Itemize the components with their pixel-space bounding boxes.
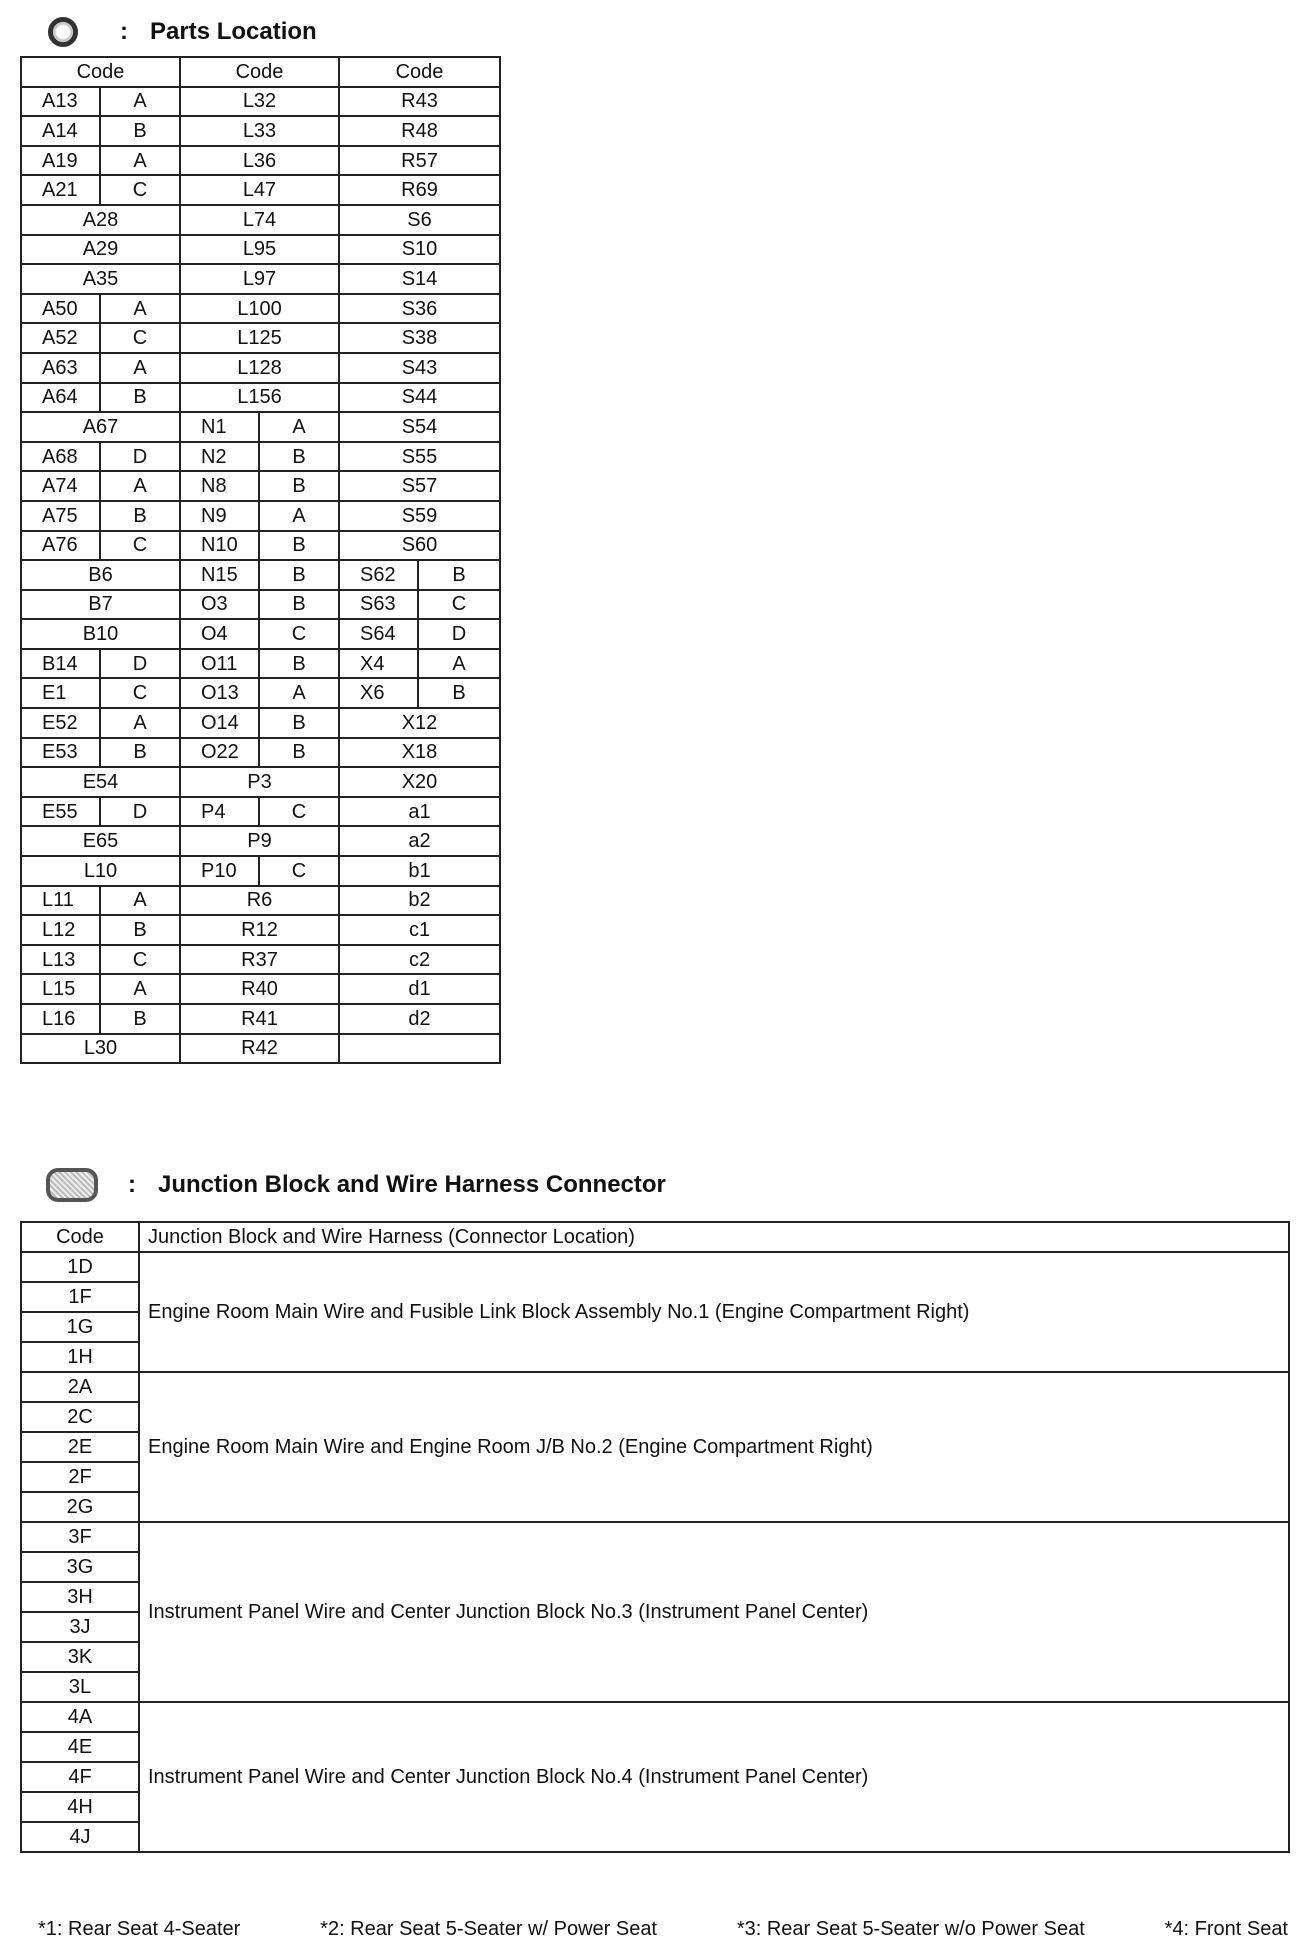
part-code: A76 [21,531,100,561]
table-row [21,146,500,176]
table-row [21,531,500,561]
part-code: E53 [21,738,100,768]
table-row [21,442,500,472]
connector-code: 4H [21,1792,139,1822]
part-code: E65 [21,826,180,856]
parts-location-heading [48,12,317,52]
column-header: Code [21,57,180,87]
part-code: L32 [180,87,339,117]
table-row [21,1004,500,1034]
part-code: A35 [21,264,180,294]
table-row [21,767,500,797]
parts-location-title: Parts Location [150,18,317,45]
part-code: S43 [339,353,500,383]
part-code: B6 [21,560,180,590]
part-code: S59 [339,501,500,531]
part-code: A75 [21,501,100,531]
table-row [21,412,500,442]
part-code: L36 [180,146,339,176]
part-code: L30 [21,1034,180,1064]
part-code: L12 [21,915,100,945]
connector-code: 1F [21,1282,139,1312]
connector-code: 2A [21,1372,139,1402]
part-code: X12 [339,708,500,738]
part-location-letter: C [418,590,500,620]
table-row [21,205,500,235]
part-location-letter: B [100,383,180,413]
table-row [21,294,500,324]
connector-code: 1D [21,1252,139,1282]
part-code: b2 [339,886,500,916]
table-header-row [21,1222,1289,1252]
part-code: P4 [180,797,259,827]
part-code: a2 [339,826,500,856]
part-location-letter: C [100,531,180,561]
connector-description: Engine Room Main Wire and Engine Room J/B No.2 (Engine Compartment Right) [139,1372,1289,1522]
table-row [21,678,500,708]
table-row [21,619,500,649]
part-location-letter: D [100,649,180,679]
connector-code: 2C [21,1402,139,1432]
part-code: N8 [180,471,259,501]
part-code: d2 [339,1004,500,1034]
part-code: E55 [21,797,100,827]
connector-code: 2F [21,1462,139,1492]
part-code: S60 [339,531,500,561]
table-row [21,974,500,1004]
column-header: Code [21,1222,139,1252]
table-row [21,501,500,531]
connector-description: Engine Room Main Wire and Fusible Link Block Assembly No.1 (Engine Compartment Right) [139,1252,1289,1372]
part-location-letter: C [100,945,180,975]
table-row [21,1702,1289,1732]
part-location-letter: B [259,471,339,501]
part-location-letter: C [259,856,339,886]
part-code: N10 [180,531,259,561]
connector-code: 4J [21,1822,139,1852]
part-location-letter: B [100,738,180,768]
connector-code: 2E [21,1432,139,1462]
connector-code: 3G [21,1552,139,1582]
part-location-letter: B [259,560,339,590]
part-code: L13 [21,945,100,975]
junction-block-title: Junction Block and Wire Harness Connector [158,1171,666,1198]
part-code: S54 [339,412,500,442]
part-code: A68 [21,442,100,472]
column-header: Code [180,57,339,87]
part-code: O14 [180,708,259,738]
part-code: B14 [21,649,100,679]
table-row [21,945,500,975]
part-code: R6 [180,886,339,916]
part-code: L125 [180,323,339,353]
table-row [21,797,500,827]
part-code: R69 [339,175,500,205]
part-location-letter: C [100,175,180,205]
part-location-letter: C [100,323,180,353]
connector-code: 3H [21,1582,139,1612]
part-location-letter: B [259,738,339,768]
part-code: B7 [21,590,180,620]
junction-block-heading [46,1165,666,1205]
part-code: S14 [339,264,500,294]
part-code: O3 [180,590,259,620]
part-code: O13 [180,678,259,708]
part-code: c2 [339,945,500,975]
connector-code: 4A [21,1702,139,1732]
part-code: R43 [339,87,500,117]
table-row [21,590,500,620]
part-code: A63 [21,353,100,383]
part-location-letter: A [100,294,180,324]
part-code: R57 [339,146,500,176]
part-code: R40 [180,974,339,1004]
part-code: A67 [21,412,180,442]
heading-colon: : [128,1171,136,1198]
part-location-letter: D [100,797,180,827]
part-code: L74 [180,205,339,235]
junction-block-icon [46,1168,98,1202]
part-code: S64 [339,619,418,649]
part-location-letter: B [259,531,339,561]
part-code: R12 [180,915,339,945]
part-code: A14 [21,116,100,146]
part-code: L128 [180,353,339,383]
table-row [21,1034,500,1064]
part-location-letter: A [259,678,339,708]
footnote: *2: Rear Seat 5-Seater w/ Power Seat [320,1918,657,1940]
part-location-letter: C [100,678,180,708]
part-location-letter: D [418,619,500,649]
part-code: S36 [339,294,500,324]
table-row [21,738,500,768]
table-row [21,323,500,353]
column-header: Junction Block and Wire Harness (Connector Location) [139,1222,1289,1252]
part-location-letter: B [418,678,500,708]
part-code: L156 [180,383,339,413]
footnote: *3: Rear Seat 5-Seater w/o Power Seat [736,1918,1085,1940]
circle-icon [48,17,78,47]
footnotes [38,1918,1288,1941]
part-location-letter: B [259,649,339,679]
table-row [21,383,500,413]
connector-code: 3J [21,1612,139,1642]
part-location-letter: B [100,1004,180,1034]
part-location-letter: A [100,146,180,176]
part-code: E1 [21,678,100,708]
part-code: X6 [339,678,418,708]
connector-description: Instrument Panel Wire and Center Junction Block No.3 (Instrument Panel Center) [139,1522,1289,1702]
part-code: S63 [339,590,418,620]
part-location-letter: A [100,87,180,117]
part-location-letter: A [100,886,180,916]
connector-code: 3F [21,1522,139,1552]
part-code: a1 [339,797,500,827]
table-row [21,560,500,590]
part-code: R41 [180,1004,339,1034]
part-code: S38 [339,323,500,353]
part-location-letter: C [259,797,339,827]
part-location-letter: A [100,471,180,501]
table-row [21,87,500,117]
part-code: E52 [21,708,100,738]
part-code: S55 [339,442,500,472]
part-code: S62 [339,560,418,590]
part-location-letter: D [100,442,180,472]
part-location-letter: B [259,708,339,738]
part-code: A74 [21,471,100,501]
part-code [339,1034,500,1064]
part-code: L100 [180,294,339,324]
part-location-letter: A [100,708,180,738]
part-code: A50 [21,294,100,324]
part-code: N15 [180,560,259,590]
part-location-letter: B [100,915,180,945]
parts-location-table [20,56,501,1064]
part-location-letter: A [100,974,180,1004]
connector-code: 4F [21,1762,139,1792]
table-row [21,353,500,383]
part-code: L11 [21,886,100,916]
part-code: S6 [339,205,500,235]
table-row [21,886,500,916]
connector-code: 1G [21,1312,139,1342]
part-location-letter: B [418,560,500,590]
part-code: L47 [180,175,339,205]
table-row [21,708,500,738]
part-code: S44 [339,383,500,413]
column-header: Code [339,57,500,87]
table-row [21,264,500,294]
part-location-letter: B [100,116,180,146]
table-row [21,1372,1289,1402]
table-row [21,856,500,886]
connector-code: 3L [21,1672,139,1702]
junction-block-table [20,1221,1290,1853]
table-row [21,1522,1289,1552]
part-code: X20 [339,767,500,797]
part-code: c1 [339,915,500,945]
part-code: S10 [339,235,500,265]
part-code: P3 [180,767,339,797]
part-code: N2 [180,442,259,472]
table-row [21,175,500,205]
part-code: X4 [339,649,418,679]
table-header-row [21,57,500,87]
table-row [21,649,500,679]
part-code: R48 [339,116,500,146]
part-code: S57 [339,471,500,501]
part-location-letter: A [259,501,339,531]
part-code: A64 [21,383,100,413]
part-code: b1 [339,856,500,886]
part-code: A52 [21,323,100,353]
table-row [21,1252,1289,1282]
part-code: A19 [21,146,100,176]
part-location-letter: A [100,353,180,383]
part-location-letter: A [418,649,500,679]
part-code: A13 [21,87,100,117]
part-location-letter: B [100,501,180,531]
part-code: d1 [339,974,500,1004]
table-row [21,826,500,856]
part-code: L10 [21,856,180,886]
part-location-letter: B [259,442,339,472]
part-code: R37 [180,945,339,975]
part-code: L33 [180,116,339,146]
connector-code: 3K [21,1642,139,1672]
part-code: R42 [180,1034,339,1064]
part-code: B10 [21,619,180,649]
part-code: A21 [21,175,100,205]
connector-code: 1H [21,1342,139,1372]
table-row [21,235,500,265]
part-code: O22 [180,738,259,768]
part-code: P9 [180,826,339,856]
table-row [21,471,500,501]
table-row [21,915,500,945]
part-code: A29 [21,235,180,265]
part-code: L95 [180,235,339,265]
part-code: E54 [21,767,180,797]
part-code: N1 [180,412,259,442]
footnote: *1: Rear Seat 4-Seater [38,1918,241,1940]
part-code: A28 [21,205,180,235]
part-location-letter: A [259,412,339,442]
part-code: L15 [21,974,100,1004]
connector-description: Instrument Panel Wire and Center Junction Block No.4 (Instrument Panel Center) [139,1702,1289,1852]
part-code: O4 [180,619,259,649]
part-location-letter: B [259,590,339,620]
part-code: N9 [180,501,259,531]
connector-code: 2G [21,1492,139,1522]
part-code: X18 [339,738,500,768]
part-code: L16 [21,1004,100,1034]
part-code: L97 [180,264,339,294]
footnote: *4: Front Seat [1164,1918,1288,1940]
part-location-letter: C [259,619,339,649]
heading-colon: : [120,18,128,45]
connector-code: 4E [21,1732,139,1762]
part-code: O11 [180,649,259,679]
table-row [21,116,500,146]
part-code: P10 [180,856,259,886]
